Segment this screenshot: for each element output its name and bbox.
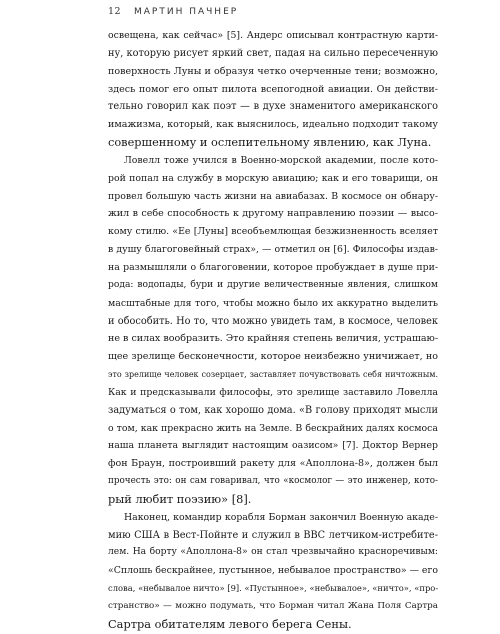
text-line: Как и предсказывали философы, это зрелище заставило Ловелла [108,386,438,398]
text-line: и обособить. Но то, что можно увидеть там, в космосе, человек [108,315,438,327]
paragraph-start-line: Наконец, командир корабля Борман закончил Военную акаде- [124,511,438,523]
running-head [108,6,438,18]
text-line: ну, которую рисует яркий свет, падая на сильно пересеченную [108,47,438,59]
text-line: кому стилю. «Ее [Луны] всеобъемлющая безжизненность вселяет [108,226,438,238]
text-line: прочесть это: он сам говаривал, что «космолог — это инженер, кото- [108,476,438,487]
text-line: слова, «небывалое ничто» [9]. «Пустынное», «небывалое», «ничто», «про- [108,583,439,594]
paragraph-start-line: Ловелл тоже учился в Военно-морской академии, после кото- [124,154,438,166]
paragraph-end-line: Сартра обитателям левого берега Сены. [108,616,352,631]
text-line: наша планета выглядит настоящим оазисом» [7]. Доктор Вернер [108,440,438,452]
body-text [108,27,438,634]
text-line: щее зрелище бесконечности, которое неизбежно уничижает, но [108,351,438,363]
text-line: здесь помог его опыт пилота всепогодной авиации. Он действи- [108,83,438,95]
text-line: о том, как прекрасно жить на Земле. В бескрайних далях космоса [108,422,438,434]
page-number: 12 [108,6,122,17]
text-line: задуматься о том, как хорошо дома. «В голову приходят мысли [108,404,438,416]
text-line: лем. На борту «Аполлона-8» он стал чрезвычайно красноречивым: [108,547,438,558]
text-line: освещена, как сейчас» [5]. Андерс описывал контрастную карти- [108,30,438,41]
text-line: рода: водопады, бури и другие величественные явления, слишком [108,279,438,290]
text-line: на размышляли о благоговении, которое пробуждает в душе при- [108,261,438,273]
text-line: тельно говорил как поэт — в духе знаменитого американского [108,101,438,113]
text-line: имажизма, который, как выяснилось, идеально подходит такому [108,119,438,131]
text-line: мию США в Вест-Пойнте и служил в ВВС летчиком-истребите- [108,529,438,541]
running-title: МАРТИН ПАЧНЕР [134,7,239,17]
text-line: «Сплошь бескрайнее, пустынное, небывалое пространство» — его [108,565,438,577]
text-line: странство» — можно подумать, что Борман читал Жана Поля Сартра [108,601,438,611]
text-line: жил в себе способность к другому направлению поэзии — высо- [108,208,438,220]
text-line: в душу благоговейный страх», — отметил он [6]. Философы издав- [108,244,438,256]
text-line: это зрелище человек созерцает, заставляет почувствовать себя ничтожным. [108,370,438,380]
text-line: не в силах вообразить. Это крайняя степень величия, устрашаю- [108,333,439,345]
text-line: рой попал на службу в морскую авиацию; как и его товарищи, он [108,172,438,184]
text-line: фон Браун, построивший ракету для «Аполлона-8», должен был [108,458,438,470]
paragraph-end-line: совершенному и ослепительному явлению, как Луна. [108,135,432,150]
paragraph-end-line: рый любит поэзию» [8]. [108,491,252,506]
text-line: поверхность Луны и образуя четко очерченные тени; возможно, [108,65,438,77]
text-line: масштабные для того, чтобы можно было их аккуратно выделить [108,297,438,309]
text-line: провел большую часть жизни на авиабазах. В космосе он обнару- [108,190,438,202]
